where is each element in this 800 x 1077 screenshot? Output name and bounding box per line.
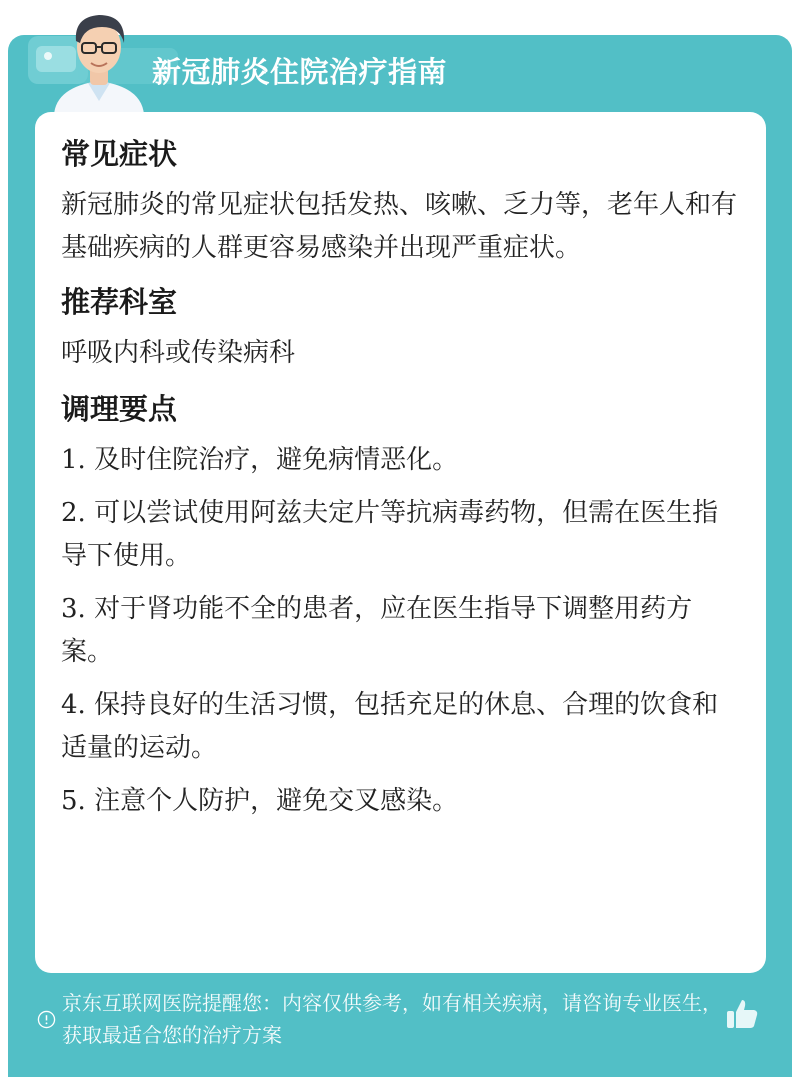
list-item-number: 1.: [61, 445, 86, 475]
list-item-number: 3.: [61, 594, 86, 624]
doctor-avatar-icon: [44, 5, 154, 115]
page-title: 新冠肺炎住院治疗指南: [152, 55, 448, 89]
list-item-number: 5.: [61, 786, 86, 816]
list-item: [61, 439, 740, 482]
list-item-text: 保持良好的生活习惯，包括充足的休息、合理的饮食和适量的运动。: [61, 690, 719, 763]
disclaimer-text: 京东互联网医院提醒您：内容仅供参考，如有相关疾病，请咨询专业医生，获取最适合您的治疗方案: [62, 991, 722, 1047]
content-card: [35, 112, 766, 973]
section-title-care-points: 调理要点: [61, 392, 178, 426]
list-item: [61, 588, 740, 674]
list-item-text: 及时住院治疗，避免病情恶化。: [94, 445, 459, 475]
info-icon: [37, 1010, 56, 1029]
care-points-list: [61, 439, 740, 823]
list-item-text: 对于肾功能不全的患者，应在医生指导下调整用药方案。: [61, 594, 693, 667]
list-item: [61, 684, 740, 770]
section-text-symptoms: 新冠肺炎的常见症状包括发热、咳嗽、乏力等，老年人和有基础疾病的人群更容易感染并出现严重症状。: [61, 190, 738, 263]
list-item-text: 可以尝试使用阿兹夫定片等抗病毒药物，但需在医生指导下使用。: [61, 498, 719, 571]
list-item: [61, 780, 740, 823]
section-title-department: 推荐科室: [61, 285, 178, 319]
list-item: [61, 492, 740, 578]
section-text-department: 呼吸内科或传染病科: [61, 338, 296, 368]
thumbs-up-icon[interactable]: [724, 996, 760, 1032]
list-item-number: 2.: [61, 498, 86, 528]
list-item-number: 4.: [61, 690, 86, 720]
section-title-symptoms: 常见症状: [61, 137, 178, 171]
list-item-text: 注意个人防护，避免交叉感染。: [94, 786, 459, 816]
